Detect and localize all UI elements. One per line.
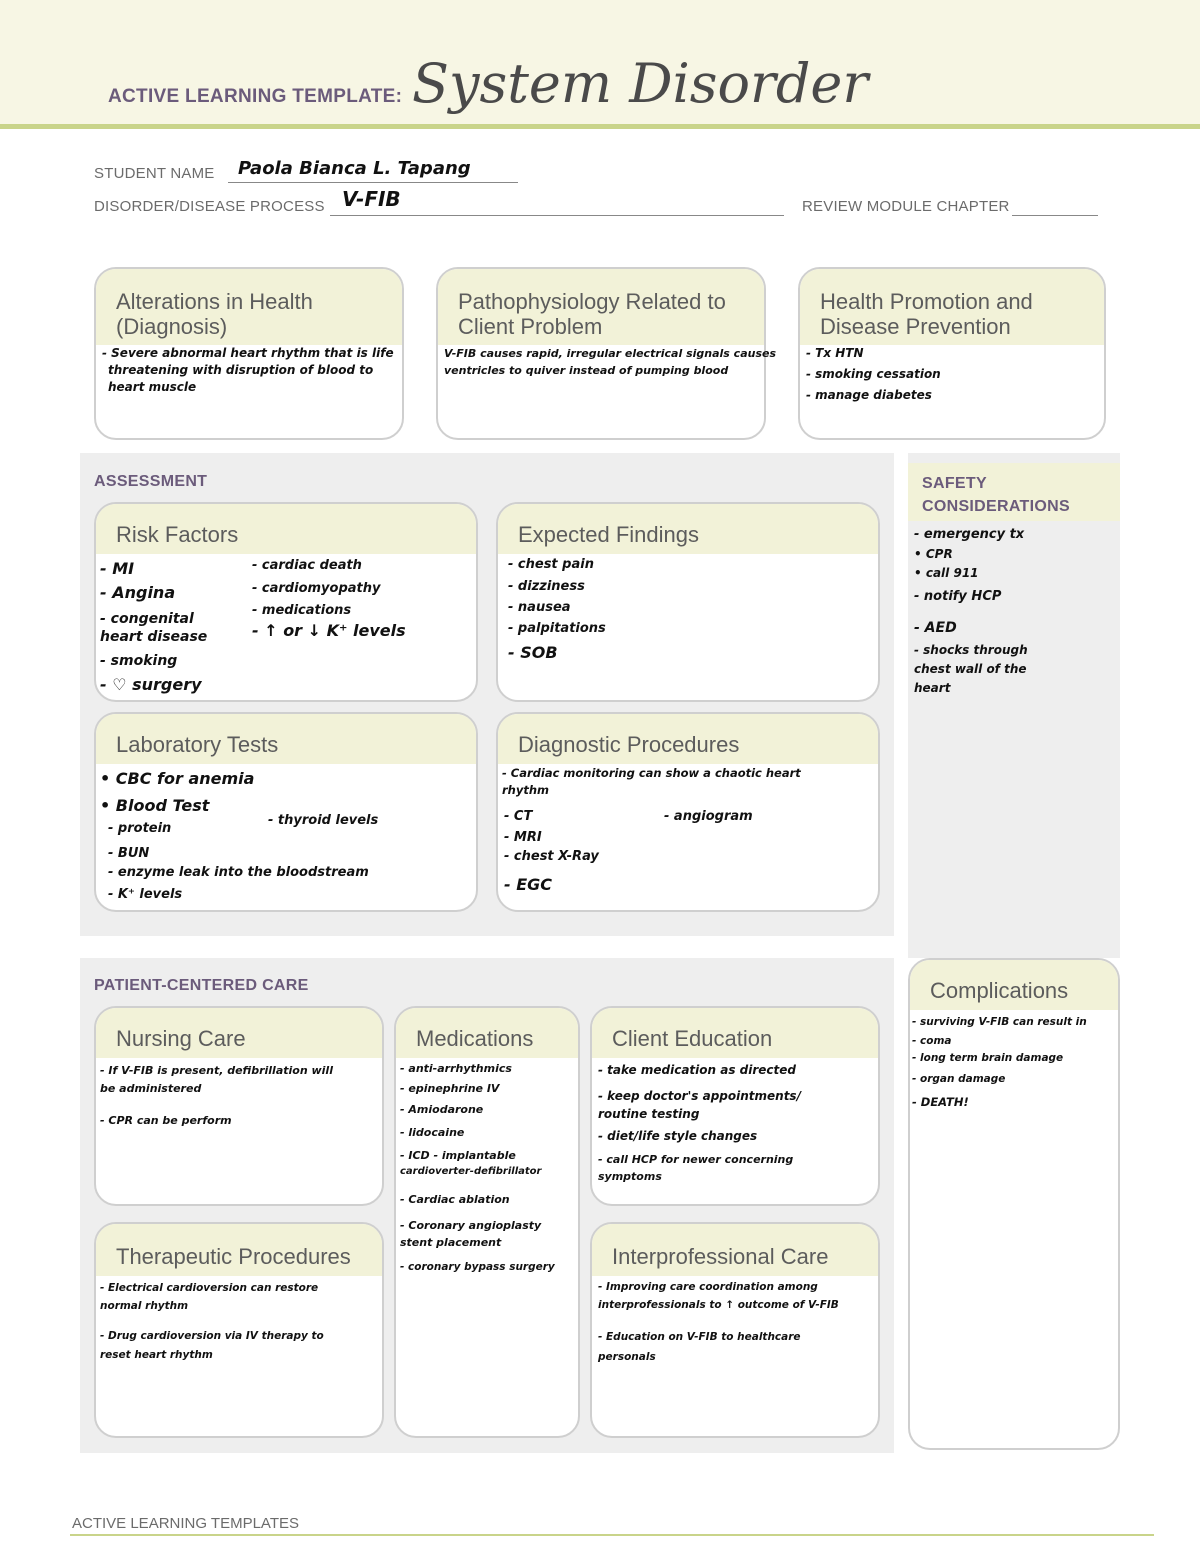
expected-finding-1: - chest pain	[508, 557, 594, 572]
expected-findings-title: Expected Findings	[498, 504, 878, 554]
diagnostic-6: - EGC	[504, 875, 553, 894]
risk-factors-title: Risk Factors	[96, 504, 476, 554]
risk-factor-1: - MI	[100, 559, 135, 578]
footer-label: ACTIVE LEARNING TEMPLATES	[72, 1515, 299, 1532]
interprofessional-3: - Education on V-FIB to healthcare	[598, 1331, 801, 1343]
nursing-care-note-2: be administered	[100, 1082, 202, 1095]
template-label: ACTIVE LEARNING TEMPLATE:	[108, 86, 403, 107]
template-title: System Disorder	[412, 52, 869, 115]
safety-note-5: - AED	[914, 620, 957, 636]
health-promotion-note-2: - smoking cessation	[806, 367, 941, 381]
safety-note-7: chest wall of the	[914, 662, 1027, 676]
medication-3: - Amiodarone	[400, 1103, 484, 1116]
complication-3: - long term brain damage	[912, 1052, 1064, 1064]
expected-finding-5: - SOB	[508, 643, 558, 662]
medications-title: Medications	[396, 1008, 578, 1058]
risk-factor-7: - cardiac death	[252, 558, 362, 573]
safety-note-3: • call 911	[914, 566, 979, 580]
nursing-care-note-1: - If V-FIB is present, defibrillation will	[100, 1064, 333, 1077]
diagnostic-procedures-title: Diagnostic Procedures	[498, 714, 878, 764]
medication-4: - lidocaine	[400, 1126, 465, 1139]
medication-5: - ICD - implantable	[400, 1149, 516, 1162]
complication-5: - DEATH!	[912, 1095, 969, 1109]
lab-test-5: - enzyme leak into the bloodstream	[108, 865, 369, 880]
client-education-5: - call HCP for newer concerning	[598, 1153, 794, 1166]
lab-test-2: • Blood Test	[100, 796, 210, 815]
therapeutic-2: normal rhythm	[100, 1300, 189, 1312]
expected-finding-2: - dizziness	[508, 579, 585, 594]
review-module-label: REVIEW MODULE CHAPTER	[802, 198, 1010, 215]
therapeutic-3: - Drug cardioversion via IV therapy to	[100, 1330, 324, 1342]
safety-note-6: - shocks through	[914, 643, 1028, 657]
diagnostic-5: - chest X-Ray	[504, 849, 599, 864]
therapeutic-procedures-title: Therapeutic Procedures	[96, 1224, 382, 1276]
safety-note-1: - emergency tx	[914, 527, 1025, 542]
therapeutic-4: reset heart rhythm	[100, 1349, 213, 1361]
safety-label: SAFETY CONSIDERATIONS	[922, 475, 1070, 515]
interprofessional-4: personals	[598, 1351, 656, 1363]
review-module-line	[1012, 215, 1098, 216]
risk-factor-3: - congenital	[100, 611, 194, 627]
footer-divider	[70, 1534, 1154, 1536]
medication-10: - coronary bypass surgery	[400, 1261, 555, 1273]
client-education-6: symptoms	[598, 1170, 662, 1183]
alterations-note-2: threatening with disruption of blood to	[108, 363, 374, 377]
medication-9: stent placement	[400, 1236, 502, 1249]
student-name-label: STUDENT NAME	[94, 165, 215, 182]
medication-1: - anti-arrhythmics	[400, 1062, 512, 1075]
alterations-note-1: - Severe abnormal heart rhythm that is life	[102, 346, 394, 360]
lab-test-3: - protein	[108, 821, 172, 836]
complication-2: - coma	[912, 1035, 952, 1047]
medication-8: - Coronary angioplasty	[400, 1219, 542, 1232]
safety-note-2: • CPR	[914, 547, 953, 561]
interprofessional-1: - Improving care coordination among	[598, 1281, 818, 1293]
student-name-line	[228, 182, 518, 183]
risk-factor-5: - smoking	[100, 653, 178, 669]
safety-note-8: heart	[914, 681, 951, 695]
medication-2: - epinephrine IV	[400, 1082, 500, 1095]
safety-note-4: - notify HCP	[914, 589, 1002, 604]
expected-finding-4: - palpitations	[508, 621, 606, 636]
risk-factor-10: - ↑ or ↓ K⁺ levels	[252, 621, 406, 640]
lab-test-1: • CBC for anemia	[100, 769, 255, 788]
medication-6: cardioverter-defibrillator	[400, 1166, 542, 1177]
lab-test-6: - K⁺ levels	[108, 887, 183, 902]
client-education-title: Client Education	[592, 1008, 878, 1058]
patient-centered-care-label: PATIENT-CENTERED CARE	[94, 977, 309, 994]
assessment-label: ASSESSMENT	[94, 473, 208, 490]
nursing-care-box	[94, 1006, 384, 1206]
diagnostic-4: - MRI	[504, 830, 542, 845]
client-education-3: routine testing	[598, 1107, 700, 1121]
health-promotion-title: Health Promotion and Disease Prevention	[800, 269, 1104, 345]
diagnostic-side: - angiogram	[664, 809, 753, 824]
health-promotion-note-3: - manage diabetes	[806, 388, 932, 402]
student-name-value: Paola Bianca L. Tapang	[238, 158, 471, 179]
therapeutic-1: - Electrical cardioversion can restore	[100, 1282, 319, 1294]
health-promotion-note-1: - Tx HTN	[806, 346, 864, 360]
pathophysiology-note-1: V-FIB causes rapid, irregular electrical signals causes	[444, 347, 776, 360]
medication-7: - Cardiac ablation	[400, 1193, 510, 1206]
client-education-4: - diet/life style changes	[598, 1129, 758, 1143]
lab-test-side: - thyroid levels	[268, 813, 379, 828]
client-education-2: - keep doctor's appointments/	[598, 1089, 801, 1103]
disorder-line	[330, 215, 784, 216]
diagnostic-1: - Cardiac monitoring can show a chaotic heart	[502, 766, 801, 780]
expected-finding-3: - nausea	[508, 600, 571, 615]
alterations-title: Alterations in Health (Diagnosis)	[96, 269, 402, 345]
nursing-care-note-3: - CPR can be perform	[100, 1114, 232, 1127]
risk-factor-6: - ♡ surgery	[100, 675, 202, 694]
pathophysiology-note-2: ventricles to quiver instead of pumping blood	[444, 364, 729, 377]
diagnostic-2: rhythm	[502, 783, 550, 797]
complications-title: Complications	[910, 960, 1118, 1010]
interprofessional-care-title: Interprofessional Care	[592, 1224, 878, 1276]
complication-1: - surviving V-FIB can result in	[912, 1016, 1087, 1028]
risk-factor-9: - medications	[252, 603, 352, 618]
disorder-value: V-FIB	[342, 187, 401, 211]
lab-test-4: - BUN	[108, 846, 150, 861]
risk-factor-8: - cardiomyopathy	[252, 581, 381, 596]
disorder-label: DISORDER/DISEASE PROCESS	[94, 198, 325, 215]
diagnostic-3: - CT	[504, 809, 533, 824]
pathophysiology-title: Pathophysiology Related to Client Problem	[438, 269, 764, 345]
risk-factor-2: - Angina	[100, 583, 176, 602]
interprofessional-2: interprofessionals to ↑ outcome of V-FIB	[598, 1299, 839, 1311]
complications-box	[908, 958, 1120, 1450]
risk-factor-4: heart disease	[100, 629, 208, 645]
nursing-care-title: Nursing Care	[96, 1008, 382, 1058]
complication-4: - organ damage	[912, 1073, 1006, 1085]
laboratory-tests-title: Laboratory Tests	[96, 714, 476, 764]
header-divider	[0, 124, 1200, 129]
client-education-1: - take medication as directed	[598, 1063, 796, 1077]
alterations-note-3: heart muscle	[108, 380, 197, 394]
